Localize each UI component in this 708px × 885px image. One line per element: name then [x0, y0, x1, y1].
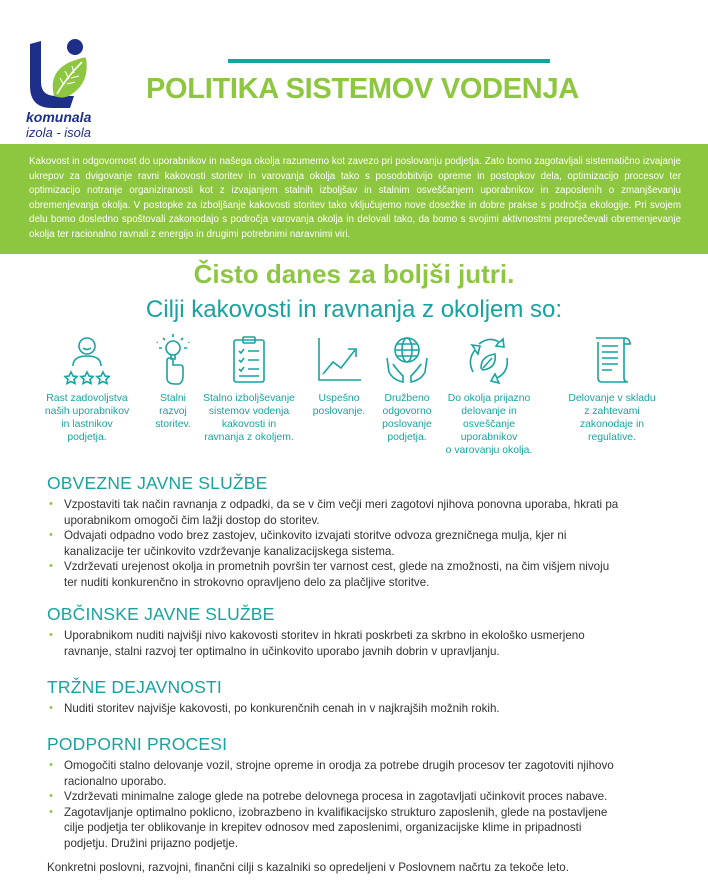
bullet-line: cilje podjetja ter oblikovanje in krepitev odnosov med zaposlenimi, organizacijske klime in pripadnosti — [64, 821, 582, 834]
section-heading: TRŽNE DEJAVNOSTI — [47, 677, 222, 697]
goal-line: kakovosti in — [221, 419, 277, 430]
intro-banner — [0, 144, 708, 254]
bullet-line: racionalno uporabo. — [64, 774, 167, 788]
customer-rating-icon — [63, 334, 111, 386]
bullet-line: Uporabnikom nuditi najvišji nivo kakovosti storitev in hkrati poskrbeti za skrbno in ekološko usmerjeno — [64, 629, 585, 642]
footer-note: Konkretni poslovni, razvojni, finančni cilji s kazalniki so opredeljeni v Poslovnem načrtu za tekoče leto. — [47, 861, 569, 874]
section-podporni-procesi — [47, 734, 687, 851]
globe-hands-icon — [383, 334, 431, 386]
goal-line: poslovanje. — [312, 406, 366, 417]
bullet-line: Vzdrževati urejenost okolja in prometnih površin ter varnost cest, glede na zmožnosti, na čim višjem nivoju — [64, 560, 610, 573]
goal-line: zakonodaje in — [579, 419, 645, 430]
bullet-item: • Zagotavljanje optimalno poklicno, izobrazbeno in kvalifikacijsko strukturo zaposlenih, glede na postavljene cilje podjetja ter oblikovanje in krepitev odnosov med zaposlenimi, organizacijske klime in pripadnosti podjetju. Družini prijazno podjetje. — [47, 805, 687, 852]
logo-name: komunala — [26, 109, 92, 125]
goal-line: storitev. — [155, 419, 191, 430]
goal-line: Uspešno — [318, 393, 360, 404]
bullet-line: ter nuditi konkurenčno in strokovno opravljeno delo za plačljive storitve. — [64, 575, 430, 589]
company-logo — [26, 38, 98, 140]
bullet-item: • Vzdrževati minimalne zaloge glede na potrebe delovnega procesa in zagotavljati učinkovit proces nabave. — [47, 789, 687, 805]
goal-line: Delovanje v skladu — [568, 393, 656, 404]
goal-line: regulative. — [588, 432, 636, 443]
bullet-item: • Uporabnikom nuditi najvišji nivo kakovosti storitev in hkrati poskrbeti za skrbno in ekološko usmerjeno ravnanje, stalni razvoj ter optimalno in učinkovito uporabo javnih dobrin v upravljanju. — [47, 628, 687, 659]
section-obcinske-javne-sluzbe — [47, 604, 687, 659]
section-heading: PODPORNI PROCESI — [47, 734, 228, 754]
bullet-line: Vzpostaviti tak način ravnanja z odpadki, da se v čim večji meri zagotovi njihova ponovna uporaba, hkrati pa — [64, 498, 619, 511]
goal-line: delovanje in osveščanje — [461, 406, 517, 430]
goal-line: uporabnikov — [460, 432, 518, 443]
page-title: POLITIKA SISTEMOV VODENJA — [146, 73, 579, 105]
goal-line: in lastnikov — [61, 419, 113, 430]
slogan: Čisto danes za boljši jutri. — [193, 259, 515, 289]
logo-subname: izola - isola — [26, 125, 92, 140]
bullet-line: uporabnikom omogoči čim lažji dostop do storitev. — [64, 513, 320, 527]
intro-text: Kakovost in odgovornost do uporabnikov in našega okolja razumemo kot zavezo pri poslovanju podjetja. Zato bomo zagotavljali sistematično izvajanje ukrepov za dvigovanje ravni kakovosti storitev in varovanja okolja tako s posodobitvijo opreme in postopkov dela, optimizacijo procesov ter optimizacijo notranje organiziranosti kot z izvajanjem stalnih izboljšav in stalnim osveščanjem uporabnikov in zaposlenih o zmanjševanju obremenjevanja okolja. V postopke za izboljšanje kakovosti storitev tako vključujemo nove dosežke in dobre prakse s področja ekologije. Pri svojem delu bomo dosledno spoštovali zakonodajo s področja varovanja okolja in delovali tako, da bomo s svojimi aktivnostmi preprečevali obremenjevanje okolja ter racionalno ravnali z energijo in drugimi potrebnimi naravnimi viri. — [29, 156, 681, 240]
bullet-line: Nuditi storitev najvišje kakovosti, po konkurenčnih cenah in v najkrajših možnih rokih. — [64, 702, 500, 715]
goals-row — [35, 334, 665, 456]
document-scroll-icon — [588, 334, 636, 386]
goal-line: sistemov vodenja — [208, 406, 290, 417]
section-trzne-dejavnosti — [47, 677, 687, 717]
goals-heading: Cilji kakovosti in ravnanja z okoljem so: — [145, 296, 563, 323]
goal-line: ravnanja z okoljem. — [204, 432, 294, 443]
section-heading: OBČINSKE JAVNE SLUŽBE — [47, 604, 275, 624]
goal-line: razvoj — [159, 406, 187, 417]
goal-item — [197, 334, 301, 444]
goal-line: odgovorno — [382, 406, 432, 417]
bullet-item: • Nuditi storitev najvišje kakovosti, po konkurenčnih cenah in v najkrajših možnih rokih. — [47, 701, 687, 717]
goal-line: poslovanje — [382, 419, 432, 430]
title-rule — [228, 59, 550, 63]
goal-line: naših uporabnikov — [44, 406, 130, 417]
goal-line: z zahtevami — [584, 406, 640, 417]
bullet-line: Omogočiti stalno delovanje vozil, strojne opreme in orodja za potrebe drugih procesov ter zagotoviti njihovo — [64, 759, 614, 772]
bullet-line: Odvajati odpadno vodo brez zastojev, učinkovito izvajati storitve odvoza grezničnega mulja, kjer ni — [64, 529, 567, 542]
goal-line: podjetja. — [67, 432, 107, 443]
goal-line: Stalno izboljševanje — [203, 393, 295, 404]
idea-hand-icon — [149, 334, 197, 386]
bullet-line: kanalizacije ter učinkovito vzdrževanje kanalizacijskega sistema. — [64, 544, 395, 558]
section-obvezne-javne-sluzbe — [47, 473, 687, 590]
goal-line: Rast zadovoljstva — [46, 393, 128, 404]
goal-line: Do okolja prijazno — [447, 393, 531, 404]
bullet-item: • Vzdrževati urejenost okolja in prometnih površin ter varnost cest, glede na zmožnosti, na čim višjem nivoju ter nuditi konkurenčno in strokovno opravljeno delo za plačljive storitve. — [47, 559, 687, 590]
bullet-item: • Odvajati odpadno vodo brez zastojev, učinkovito izvajati storitve odvoza grezničnega mulja, kjer ni kanalizacije ter učinkovito vzdrževanje kanalizacijskega sistema. — [47, 528, 687, 559]
goal-item — [437, 334, 541, 457]
checklist-icon — [225, 334, 273, 386]
goal-line: o varovanju okolja. — [445, 445, 533, 456]
bullet-item: • Omogočiti stalno delovanje vozil, strojne opreme in orodja za potrebe drugih procesov ter zagotoviti njihovo racionalno uporabo. — [47, 758, 687, 789]
logo-mark-icon — [26, 38, 92, 110]
bullet-line: podjetju. Družini prijazno podjetje. — [64, 836, 239, 850]
section-heading: OBVEZNE JAVNE SLUŽBE — [47, 473, 268, 493]
goal-line: Stalni — [160, 393, 186, 404]
bullet-line: Vzdrževati minimalne zaloge glede na potrebe delovnega procesa in zagotavljati učinkovit proces nabave. — [64, 790, 608, 803]
goal-item — [560, 334, 664, 444]
recycle-leaf-icon — [465, 334, 513, 386]
goal-line: podjetja. — [387, 432, 427, 443]
goal-line: Družbeno — [384, 393, 430, 404]
bullet-line: Zagotavljanje optimalno poklicno, izobrazbeno in kvalifikacijsko strukturo zaposlenih, glede na postavljene — [64, 805, 608, 819]
bullet-line: ravnanje, stalni razvoj ter optimalno in učinkovito uporabo javnih dobrin v upravljanju. — [64, 644, 500, 658]
bullet-item: • Vzpostaviti tak način ravnanja z odpadki, da se v čim večji meri zagotovi njihova ponovna uporaba, hkrati pa uporabnikom omogoči čim lažji dostop do storitev. — [47, 497, 687, 528]
